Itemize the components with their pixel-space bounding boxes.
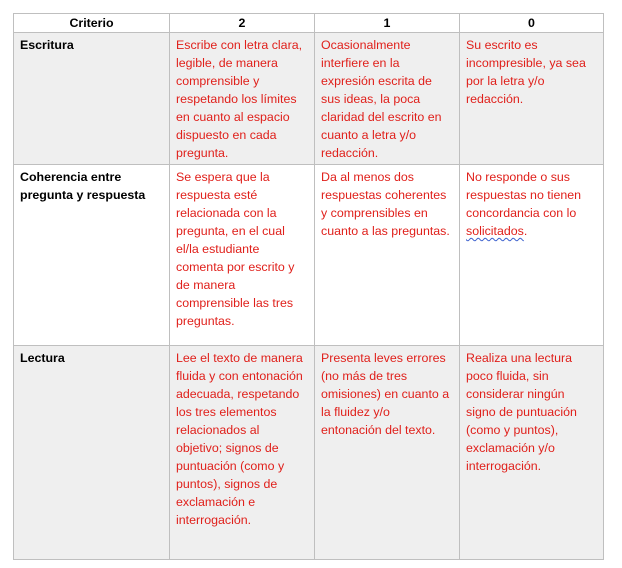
criterion-cell: Escritura: [14, 33, 170, 165]
rubric-table: [13, 13, 604, 560]
level-0-cell: Su escrito es incompresible, ya sea por la letra y/o redacción.: [460, 33, 604, 165]
header-level-2: 2: [170, 14, 315, 33]
header-level-1: 1: [315, 14, 460, 33]
cell-text-part: No responde o sus respuestas no tienen concordancia con lo: [466, 170, 582, 220]
level-0-cell: [460, 165, 604, 346]
table-row-lectura: [14, 346, 604, 560]
table-row-coherencia: [14, 165, 604, 346]
criterion-cell: Lectura: [14, 346, 170, 560]
header-row: [14, 14, 604, 33]
level-1-cell: Presenta leves errores (no más de tres omisiones) en cuanto a la fluidez y/o entonación del texto.: [315, 346, 460, 560]
level-2-cell: Se espera que la respuesta esté relacionada con la pregunta, en el cual el/la estudiante comenta por escrito y de manera comprensible las tres preguntas.: [170, 165, 315, 346]
level-0-cell: Realiza una lectura poco fluida, sin considerar ningún signo de puntuación (como y puntos), exclamación y/o interrogación.: [460, 346, 604, 560]
spellcheck-flagged-word[interactable]: solicitados: [466, 224, 524, 238]
cell-text-part: .: [523, 224, 528, 238]
level-2-cell: Escribe con letra clara, legible, de manera comprensible y respetando los límites en cuanto al espacio dispuesto en cada pregunta.: [170, 33, 315, 165]
level-1-cell: Ocasionalmente interfiere en la expresión escrita de sus ideas, la poca claridad del escrito en cuanto a letra y/o redacción.: [315, 33, 460, 165]
criterion-cell: Coherencia entre pregunta y respuesta: [14, 165, 170, 346]
header-criterio: Criterio: [14, 14, 170, 33]
header-level-0: 0: [460, 14, 604, 33]
table-row-escritura: [14, 33, 604, 165]
level-2-cell: Lee el texto de manera fluida y con entonación adecuada, respetando los tres elementos relacionados al objetivo; signos de puntuación (como y puntos), signos de exclamación e interrogación.: [170, 346, 315, 560]
level-1-cell: Da al menos dos respuestas coherentes y comprensibles en cuanto a las preguntas.: [315, 165, 460, 346]
